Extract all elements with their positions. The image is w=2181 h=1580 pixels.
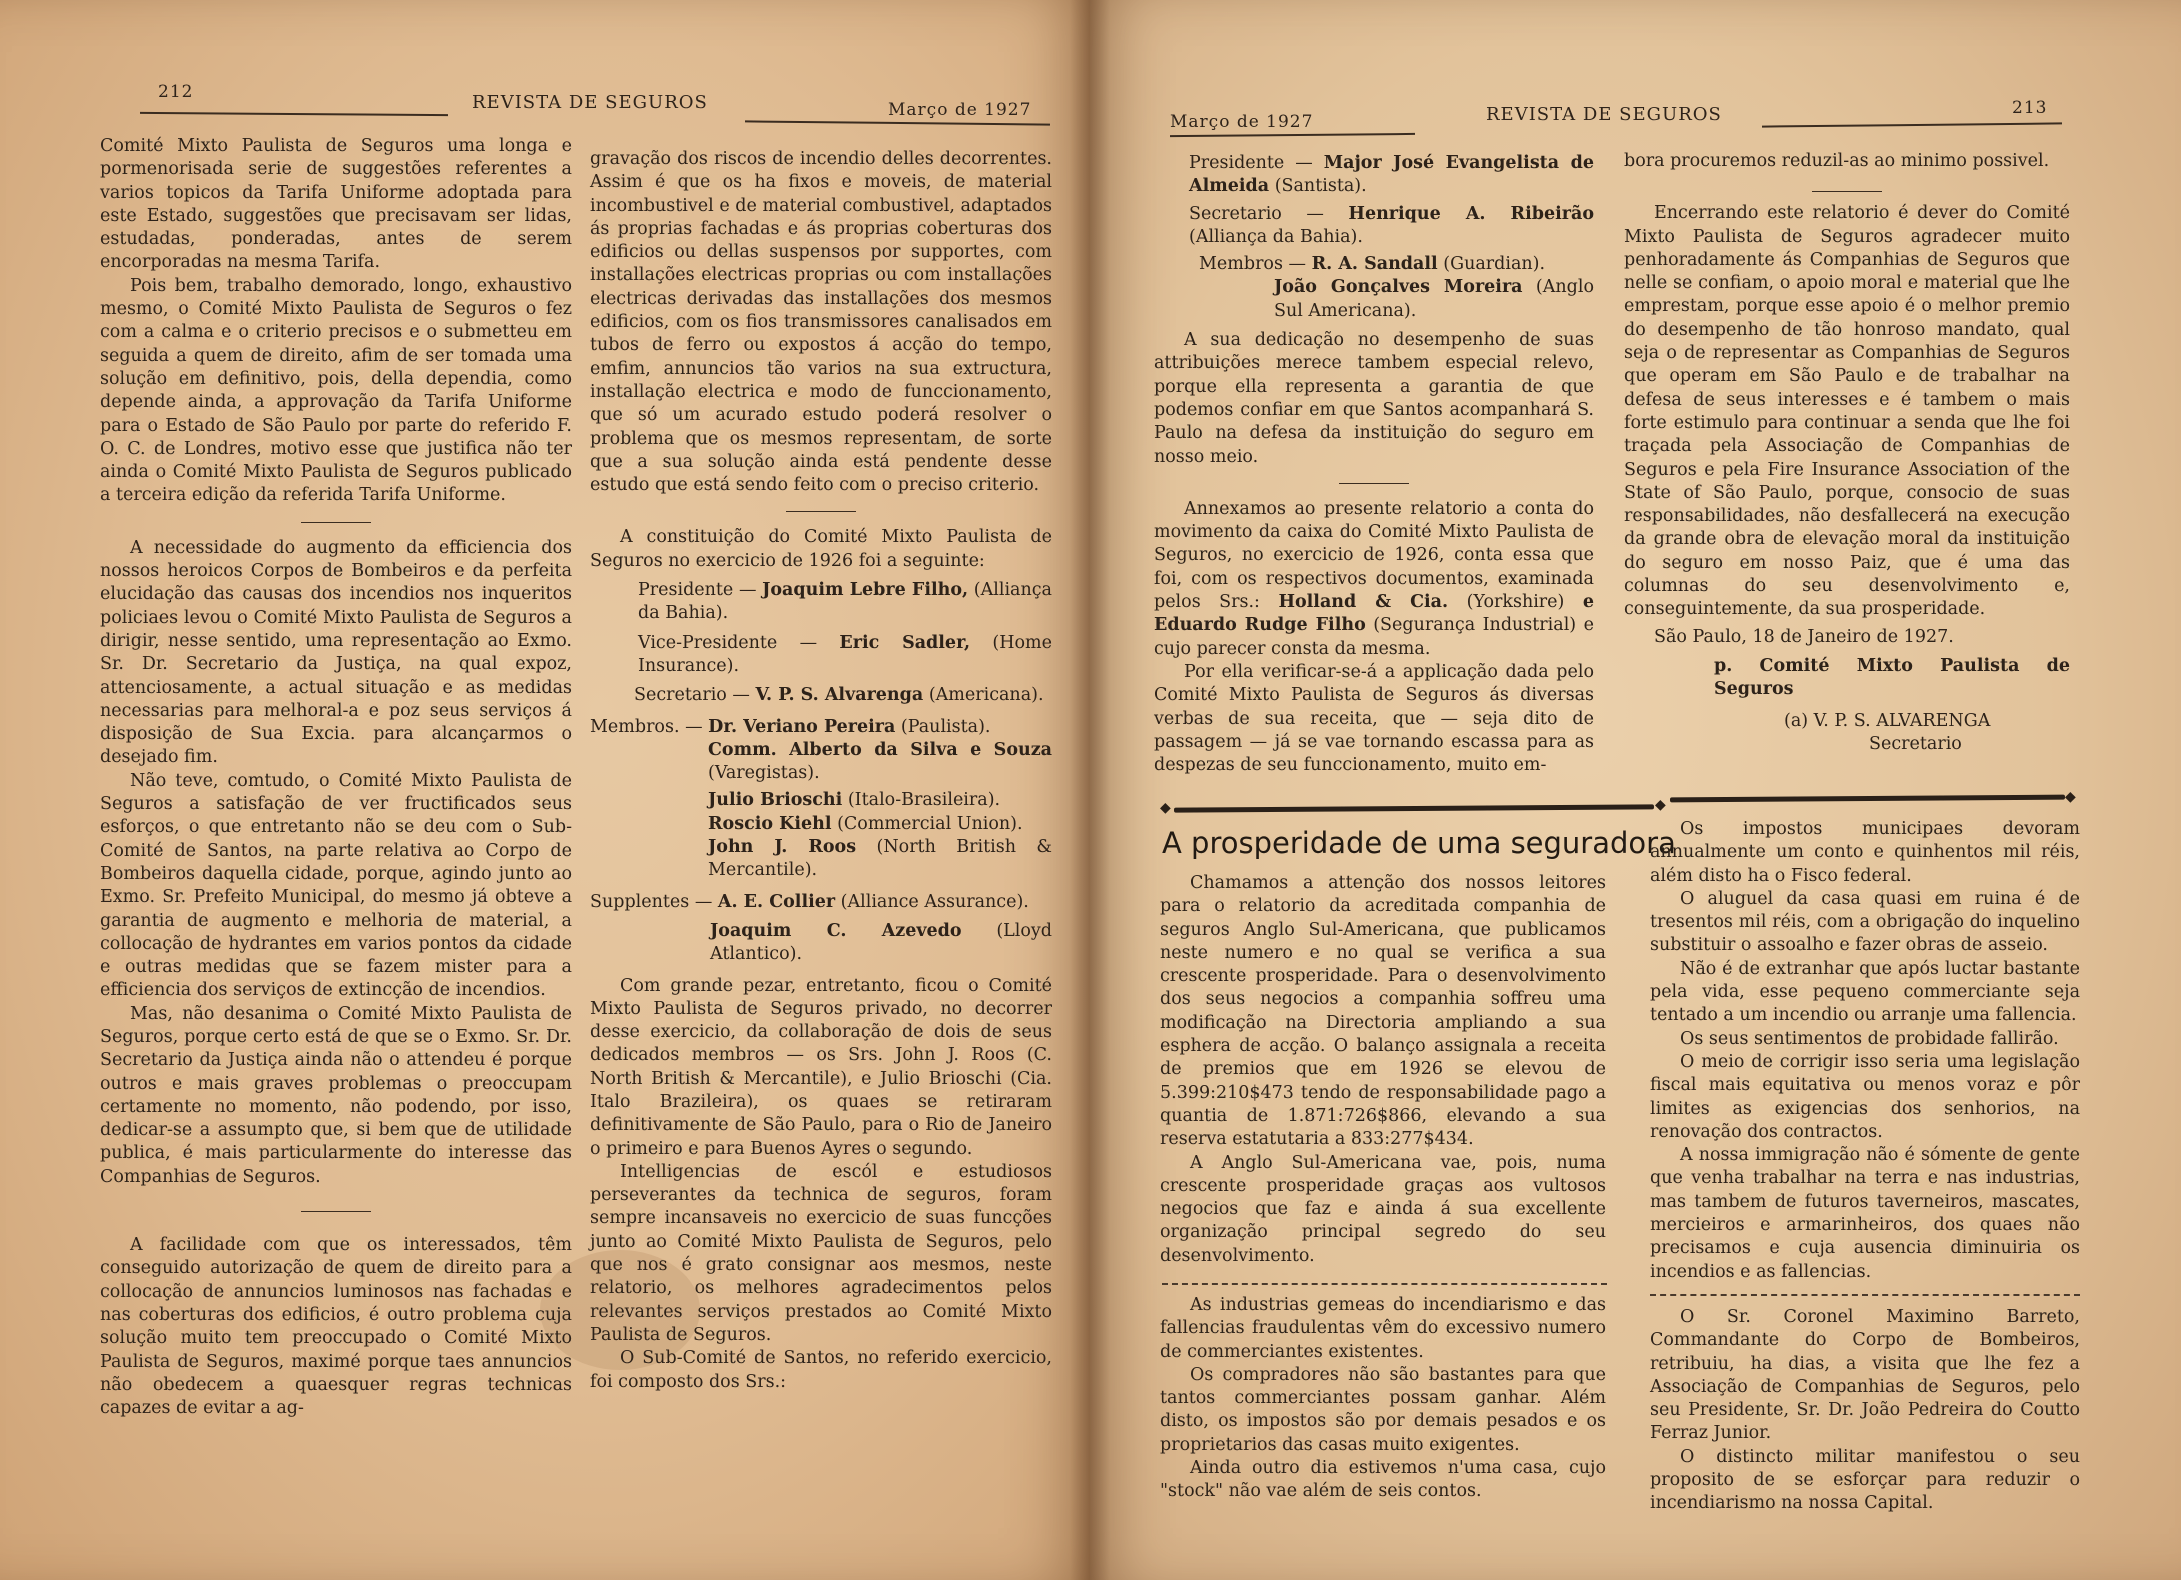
paragraph: O aluguel da casa quasi em ruina é de tresentos mil réis, com a obrigação do inquelino substituir o assoalho e fazer obras de asseio. [1650, 888, 2080, 956]
entry-company: (Paulista). [900, 716, 991, 737]
entry-company: (Commercial Union). [837, 813, 1023, 834]
text: Annexamos ao presente relatorio a conta do movimento da caixa do Comité Mixto Paulista de Seguros, no exercicio de 1926, conta essa que foi, com os respectivos documentos, examinada pelos Srs.: [1154, 498, 1594, 613]
firm-company: (Segurança Industrial) [1373, 615, 1577, 636]
entry-label: Secretario — [1189, 203, 1324, 224]
dateline: São Paulo, 18 de Janeiro de 1927. [1654, 626, 1954, 647]
paragraph: As industrias gemeas do incendiarismo e das fallencias fraudulentas vêm do excessivo numero de commerciantes existentes. [1160, 1295, 1606, 1362]
article-body [1160, 872, 1606, 1268]
firm-name: Holland & Cia. [1278, 592, 1449, 613]
page-number-left: 212 [158, 82, 194, 102]
paragraph: O meio de corrigir isso seria uma legislação fiscal mais equitativa ou menos voraz e pôr limites as exigencias dos senhorios, na renovação dos contractos. [1650, 1051, 2080, 1142]
dashed-separator [1162, 1283, 1607, 1285]
header-rule-right-a [1170, 133, 1415, 137]
entry-name: R. A. Sandall [1311, 254, 1438, 275]
separator [786, 511, 856, 512]
right-page [1090, 0, 2181, 1580]
entry-supplentes [590, 891, 1052, 914]
header-date-right: Março de 1927 [1170, 112, 1314, 132]
paragraph: Com grande pezar, entretanto, ficou o Comité Mixto Paulista de Seguros privado, no decorrer desse exercicio, da collaboração de dois de seus dedicados membros — os Srs. John J. Roos (C. North British & Mercantile), e Julio Brioschi (Cia. Italo Brazileira), os quaes se retiraram definitivamente de São Paulo, para o Rio de Janeiro o primeiro e para Buenos Ayres o segundo. [590, 975, 1052, 1159]
entry-member [590, 789, 1052, 812]
left-col-2 [590, 148, 1052, 1394]
separator [301, 522, 371, 523]
paragraph: Chamamos a attenção dos nossos leitores para o relatorio da acreditada companhia de seguros Anglo Sul-Americana, que publicamos neste numero e no qual se verifica a sua crescente prosperidade. Para o desenvolvimento dos seus negocios a companhia soffreu uma modificação na Directoria ampliando a sua esphera de acção. O balanço assignala a receita de premios que em 1926 se elevou de 5.399:210$473 tendo de responsabilidade pago a quantia de 1.871:726$866, elevando a sua reserva estatutaria a 833:277$434. [1160, 873, 1606, 1150]
entry-vice-presidente [590, 632, 1052, 679]
entry-member [590, 813, 1052, 836]
article-title: A prosperidade de uma seguradora [1162, 826, 1676, 860]
paragraph: bora procuremos reduzil-as ao minimo possivel. [1624, 151, 2050, 171]
entry-label: Vice-Presidente — [638, 632, 818, 653]
entry-membros [590, 716, 1052, 739]
entry-label: Presidente — [1189, 153, 1313, 173]
paragraph: Os seus sentimentos de probidade fallirão. [1680, 1028, 2059, 1049]
entry-name: V. P. S. Alvarenga [755, 685, 924, 706]
entry-company: (Varegistas). [708, 763, 820, 784]
separator [1339, 483, 1409, 484]
dashed-separator [1650, 1294, 2080, 1296]
entry-secretario [590, 684, 1052, 707]
paragraph [1154, 498, 1594, 661]
paragraph: Os impostos municipaes devoram annualmente um conto e quinhentos mil réis, além disto ha o Fisco federal. [1650, 819, 2080, 886]
paragraph: A sua dedicação no desempenho de suas attribuições merece tambem especial relevo, porque ella representa a garantia de que podemos confiar em que Santos acompanhará S. Paulo na defesa da instituição do seguro em nosso meio. [1154, 330, 1594, 467]
paragraph: O Sr. Coronel Maximino Barreto, Commandante do Corpo de Bombeiros, retribuiu, ha dias, a visita que lhe fez a Associação de Companhias de Seguros, pelo seu Presidente, Sr. Dr. João Pedreira do Coutto Ferraz Junior. [1650, 1306, 2080, 1444]
ornament: ◆ [1160, 800, 1171, 816]
paragraph: Pois bem, trabalho demorado, longo, exhaustivo mesmo, o Comité Mixto Paulista de Seguros o fez com a calma e o criterio precisos e o submetteu em seguida a quem de direito, afim de ser tomada uma solução em definitivo, pois, della dependia, como depende ainda, a approvação da Tarifa Uniforme para o Estado de São Paulo por parte do referido F. O. C. de Londres, motivo esse que justifica não ter ainda o Comité Mixto Paulista de Seguros publicado a terceira edição da referida Tarifa Uniforme. [100, 275, 572, 506]
paragraph: A facilidade com que os interessados, têm conseguido autorização de quem de direito para a collocação de annuncios luminosos nas fachadas e nas coberturas dos edificios, é outro problema cuja solução muito tem preoccupado o Comité Mixto Paulista de Seguros, maximé porque taes annuncios não obedecem a quaesquer regras technicas capazes de evitar a ag- [100, 1235, 572, 1419]
header-title-left: REVISTA DE SEGUROS [472, 92, 708, 113]
paragraph: Os compradores não são bastantes para que tantos commerciantes possam ganhar. Além disto, os impostos são por demais pesados e os proprietarios das casas muito exigentes. [1160, 1364, 1606, 1455]
entry-name: Joaquim Lebre Filho, [762, 580, 969, 601]
signer-title: Secretario [1869, 733, 1962, 754]
entry-label: Membros — [1199, 254, 1307, 275]
text: e cujo parecer consta da mesma. [1154, 615, 1594, 659]
notes-col-2 [1650, 818, 2080, 1516]
entry-company: (Italo-Brasileira). [847, 790, 1001, 811]
signer: (a) V. P. S. ALVARENGA [1784, 710, 1991, 731]
entry-company: (Anglo Sul Americana). [1274, 277, 1594, 321]
ornament: ◆ [2065, 789, 2076, 805]
entry-label: Membros. — [590, 716, 703, 737]
paragraph: O distincto militar manifestou o seu proposito de se esforçar para reduzir o incendiarismo na nossa Capital. [1650, 1446, 2080, 1514]
paragraph: Não teve, comtudo, o Comité Mixto Paulista de Seguros a satisfação de ver fructificados seus esforços, o que entretanto não se deu com o Sub-Comité de Santos, na parte relativa ao Corpo de Bombeiros daquella cidade, porque, agindo junto ao Exmo. Sr. Prefeito Municipal, do mesmo já obteve a garantia de augmento e melhoria de material, a collocação de hydrantes em varios pontos da cidade e outras medidas que se fazem mister para a efficiencia dos serviços de extincção de incendios. [100, 770, 572, 1001]
paragraph: Por ella verificar-se-á a applicação dada pelo Comité Mixto Paulista de Seguros ás diversas verbas de sua receita, que — seja dito de passagem — já se vae tornando escassa para as despezas de seu funccionamento, muito em- [1154, 661, 1594, 776]
signoff: p. Comité Mixto Paulista de Seguros [1714, 655, 2070, 700]
firm-company: (Yorkshire) [1466, 592, 1565, 613]
paragraph: O Sub-Comité de Santos, no referido exercicio, foi composto dos Srs.: [590, 1348, 1052, 1392]
entry-member [1154, 276, 1594, 323]
entry-name: Roscio Kiehl [708, 813, 832, 834]
entry-member [590, 739, 1052, 786]
entry-label: Secretario — [634, 685, 750, 706]
entry-company: (Alliança da Bahia). [638, 580, 1052, 624]
left-col-1 [100, 135, 572, 1420]
entry-company: (North British & Mercantile). [708, 837, 1052, 881]
entry-company: (Santista). [1274, 176, 1367, 197]
ornament: ◆ [1655, 797, 1666, 813]
paragraph: Mas, não desanima o Comité Mixto Paulista de Seguros, porque certo está de que se o Exmo. Sr. Dr. Secretario da Justiça ainda não o attendeu é porque outros e mais graves problemas o preoccupam certamente no momento, não podendo, por isso, dedicar-se a assumpto que, si bem que de utilidade publica, é mais particularmente do interesse das Companhias de Seguros. [100, 1003, 572, 1187]
entry-name: Julio Brioschi [708, 790, 843, 811]
entry-name: Dr. Veriano Pereira [708, 716, 896, 737]
entry-name: John J. Roos [708, 837, 857, 858]
notes-col-1 [1160, 1294, 1606, 1504]
paragraph: A constituição do Comité Mixto Paulista de Seguros no exercicio de 1926 foi a seguinte: [590, 527, 1052, 571]
section-rule-left [1174, 804, 1654, 812]
firm-name: e Eduardo Rudge Filho [1154, 592, 1594, 636]
right-col-1 [1154, 152, 1594, 777]
entry-company: (Alliança da Bahia). [1189, 226, 1363, 247]
paragraph: A Anglo Sul-Americana vae, pois, numa crescente prosperidade graças aos vultosos negocios que faz e ainda á sua excellente organização principal segredo do seu desenvolvimento. [1160, 1152, 1606, 1266]
entry-member [590, 836, 1052, 883]
entry-name: Comm. Alberto da Silva e Souza [708, 739, 1052, 760]
paragraph: Encerrando este relatorio é dever do Comité Mixto Paulista de Seguros agradecer muito penhoradamente ás Companhias de Seguros que nelle se confiam, o apoio moral e material que lhe emprestam, porque esse apoio é o melhor premio do desempenho de tão honroso mandato, qual seja o de representar as Companhias de Seguros que operam em São Paulo e de trabalhar na defesa de seus interesses e é tambem o mais forte estimulo para continuar a senda que lhe foi traçada pela Associação de Companhias de Seguros e pela Fire Insurance Association of the State of São Paulo, porque, consocio de suas responsabilidades, não desfallecerá na execução da grande obra de elevação moral da instituição do seguro em nosso Paiz, que é uma das columnas do seu desenvolvimento e, conseguintemente, da sua prosperidade. [1624, 203, 2070, 620]
page-number-right: 213 [2012, 98, 2048, 118]
entry-company: (Home Insurance). [638, 632, 1052, 676]
separator [301, 1211, 371, 1212]
header-rule-left-a [140, 112, 448, 116]
right-col-2 [1624, 150, 2070, 756]
section-rule-right [1670, 795, 2065, 803]
entry-name: Major José Evangelista de Almeida [1189, 153, 1594, 197]
entry-name: Eric Sadler, [839, 632, 971, 653]
entry-label: Supplentes — [590, 891, 713, 912]
header-date-left: Março de 1927 [888, 100, 1032, 120]
entry-presidente [590, 579, 1052, 626]
entry-supplente [590, 920, 1052, 967]
separator [1812, 191, 1882, 192]
entry-secretario [1154, 203, 1594, 250]
entry-presidente [1154, 152, 1594, 199]
entry-name: João Gonçalves Moreira [1274, 277, 1523, 298]
entry-membros [1154, 253, 1594, 276]
entry-company: (Alliance Assurance). [840, 891, 1029, 912]
entry-company: (Americana). [928, 685, 1044, 706]
left-page [0, 0, 1090, 1580]
paragraph: Não é de extranhar que após luctar bastante pela vida, esse pequeno commerciante seja tentado a um incendio ou arranje uma fallencia. [1650, 958, 2080, 1026]
paragraph: A nossa immigração não é sómente de gente que venha trabalhar na terra e nas industrias, mas tambem de futuros taverneiros, mascates, mercieiros e armarinheiros, dos quaes não precisamos e cuja ausencia diminuiria os incendios e as fallencias. [1650, 1145, 2080, 1282]
entry-label: Presidente — [638, 580, 757, 601]
header-rule-left-b [745, 120, 1050, 125]
header-title-right: REVISTA DE SEGUROS [1486, 104, 1722, 125]
entry-name: Joaquim C. Azevedo [710, 920, 962, 941]
paragraph: Intelligencias de escól e estudiosos perseverantes da technica de seguros, foram sempre incansaveis no exercicio de suas funcções junto ao Comité Mixto Paulista de Seguros, pelo que nos é grato consignar aos mesmos, neste relatorio, os melhores agradecimentos pelos relevantes serviços prestados ao Comité Mixto Paulista de Seguros. [590, 1161, 1052, 1345]
paragraph: Comité Mixto Paulista de Seguros uma longa e pormenorisada serie de suggestões referentes a varios topicos da Tarifa Uniforme adoptada para este Estado, suggestões que precisavam ser lidas, estudadas, ponderadas, antes de serem encorporadas na mesma Tarifa. [100, 136, 572, 273]
paragraph: Ainda outro dia estivemos n'uma casa, cujo "stock" não vae além de seis contos. [1160, 1458, 1606, 1502]
paragraph: A necessidade do augmento da efficiencia dos nossos heroicos Corpos de Bombeiros e da perfeita elucidação das causas dos incendios nos inqueritos policiaes levou o Comité Mixto Paulista de Seguros a dirigir, nesse sentido, uma representação ao Exmo. Sr. Dr. Secretario da Justiça, na qual expoz, attenciosamente, a actual situação e as medidas necessarias para melhoral-a e poz seus serviços á disposição de Sua Excia. para alcançarmos o desejado fim. [100, 537, 572, 768]
entry-company: (Lloyd Atlantico). [710, 920, 1052, 965]
entry-company: (Guardian). [1443, 254, 1546, 275]
entry-name: A. E. Collier [717, 891, 836, 912]
entry-name: Henrique A. Ribeirão [1348, 203, 1594, 224]
header-rule-right-b [1762, 122, 2062, 127]
paragraph: gravação dos riscos de incendio delles decorrentes. Assim é que os ha fixos e moveis, de material incombustivel e de material combustivel, adaptados ás proprias fachadas e ás proprias coberturas dos edificios ou dellas suspensos por supportes, com installações electricas proprias ou com installações electricas derivadas das installações dos mesmos edificios, com os fios transmissores canalisados em tubos de ferro ou expostos á acção do tempo, emfim, annuncios tão varios na sua extructura, installação electrica e modo de funccionamento, que só um acurado estudo poderá resolver o problema que os mesmos representam, de sorte que a sua solução ainda está pendente desse estudo que está sendo feito com o preciso criterio. [590, 149, 1052, 496]
